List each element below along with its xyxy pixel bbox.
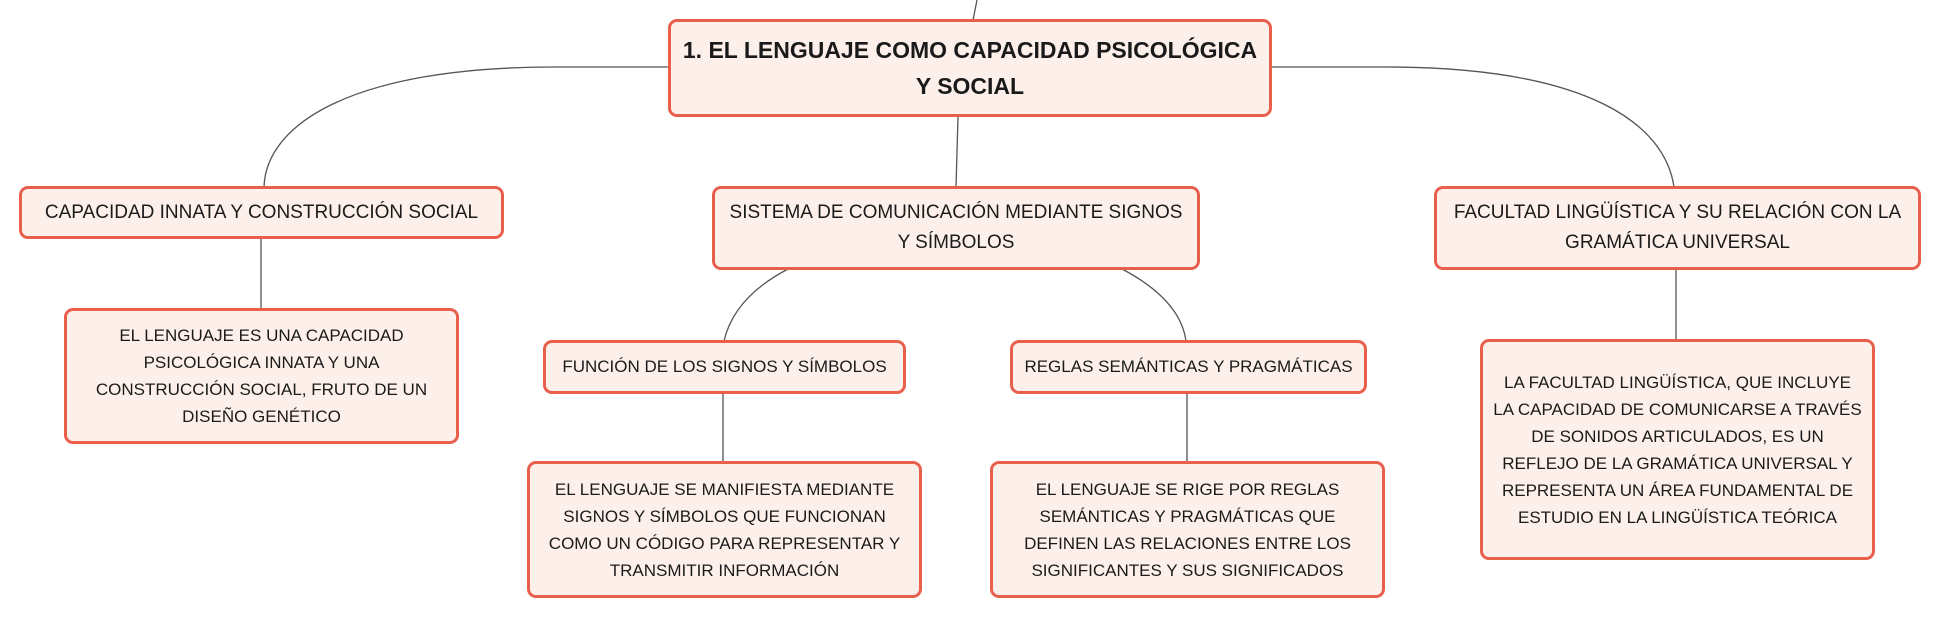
detail-semantic-rules-text: EL LENGUAJE SE RIGE POR REGLAS SEMÁNTICAS Y PRAGMÁTICAS QUE DEFINEN LAS RELACIONES ENTRE LOS SIGNIFICANTES Y SUS SIGNIFICADOS (1024, 479, 1351, 580)
topic-linguistic-faculty[interactable] (1434, 186, 1921, 270)
connector-center-signs (724, 269, 788, 341)
connector-root-parent (973, 0, 977, 20)
detail-innate-social[interactable] (64, 308, 459, 444)
root-topic[interactable] (668, 19, 1272, 117)
connector-root-center (956, 117, 958, 187)
topic-communication-system-label: SISTEMA DE COMUNICACIÓN MEDIANTE SIGNOS Y SÍMBOLOS (729, 202, 1183, 253)
root-topic-label: 1. EL LENGUAJE COMO CAPACIDAD PSICOLÓGICA Y SOCIAL (682, 37, 1258, 99)
subtopic-semantic-rules[interactable] (1010, 340, 1367, 394)
topic-communication-system[interactable] (712, 186, 1200, 270)
connector-root-right (1269, 67, 1674, 187)
detail-signs-function[interactable] (527, 461, 922, 598)
detail-linguistic-faculty[interactable] (1480, 339, 1875, 560)
detail-innate-social-text: EL LENGUAJE ES UNA CAPACIDAD PSICOLÓGICA INNATA Y UNA CONSTRUCCIÓN SOCIAL, FRUTO DE UN DISEÑO GENÉTICO (95, 326, 428, 426)
connector-root-left (264, 67, 672, 187)
detail-linguistic-faculty-text: LA FACULTAD LINGÜÍSTICA, QUE INCLUYE LA CAPACIDAD DE COMUNICARSE A TRAVÉS DE SONIDOS ARTICULADOS, ES UN REFLEJO DE LA GRAMÁTICA UNIVERSAL Y REPRESENTA UN ÁREA FUNDAMENTAL DE ESTUDIO EN LA LINGÜÍSTICA TEÓRICA (1493, 372, 1862, 527)
topic-linguistic-faculty-label: FACULTAD LINGÜÍSTICA Y SU RELACIÓN CON LA GRAMÁTICA UNIVERSAL (1453, 202, 1902, 253)
connector-center-rules (1122, 269, 1186, 341)
subtopic-semantic-rules-label: REGLAS SEMÁNTICAS Y PRAGMÁTICAS (1024, 357, 1353, 376)
topic-innate-social[interactable] (19, 186, 504, 239)
detail-signs-function-text: EL LENGUAJE SE MANIFIESTA MEDIANTE SIGNOS Y SÍMBOLOS QUE FUNCIONAN COMO UN CÓDIGO PARA REPRESENTAR Y TRANSMITIR INFORMACIÓN (548, 479, 901, 580)
topic-innate-social-label: CAPACIDAD INNATA Y CONSTRUCCIÓN SOCIAL (44, 201, 479, 223)
subtopic-signs-function[interactable] (543, 340, 906, 394)
detail-semantic-rules[interactable] (990, 461, 1385, 598)
subtopic-signs-function-label: FUNCIÓN DE LOS SIGNOS Y SÍMBOLOS (562, 357, 887, 376)
